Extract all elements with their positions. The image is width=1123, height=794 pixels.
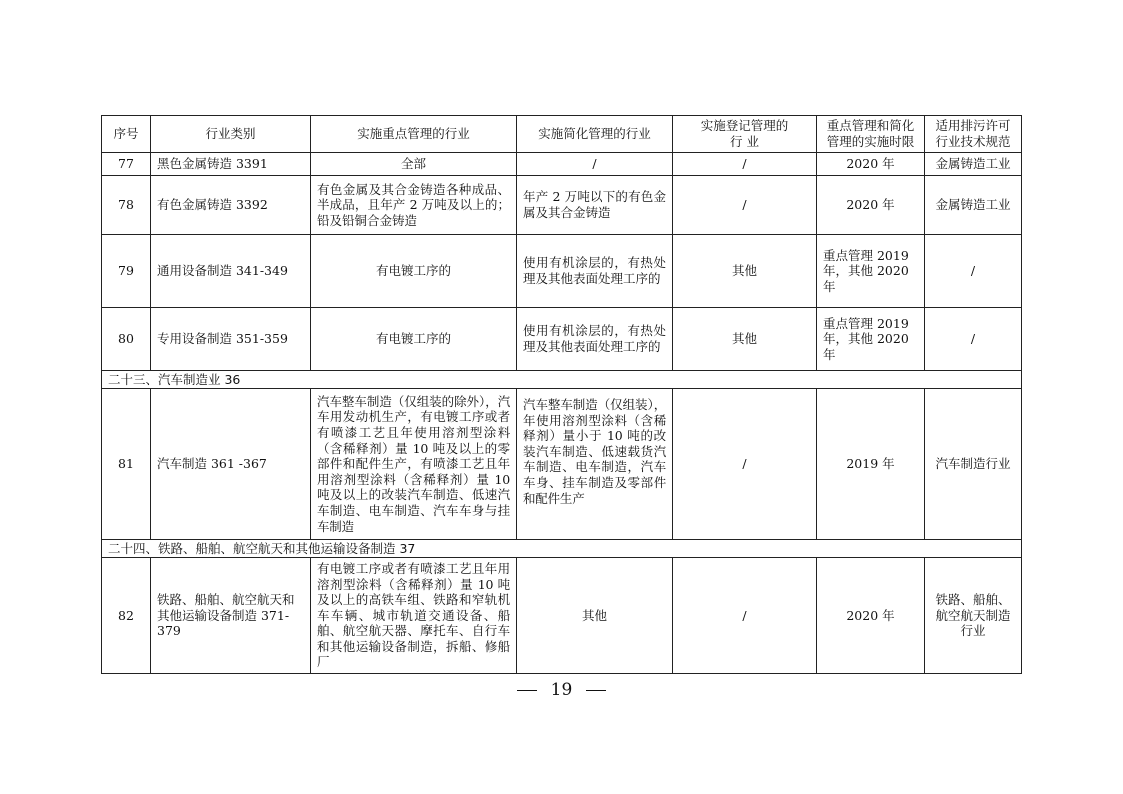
- row-technical-spec: 铁路、船舶、 航空航天制造 行业: [925, 558, 1022, 674]
- row-technical-spec: 汽车制造行业: [925, 389, 1022, 540]
- footer-dash-left: [517, 690, 537, 691]
- row-simplified-management: 使用有机涂层的，有热处理及其他表面处理工序的: [517, 235, 673, 308]
- row-timeline: 2020 年: [817, 153, 925, 176]
- table-row: [102, 176, 1022, 235]
- row-category: 专用设备制造 351-359: [151, 308, 311, 371]
- header-registration-management: 实施登记管理的 行 业: [673, 116, 817, 153]
- row-no: 77: [102, 153, 151, 176]
- header-timeline: 重点管理和简化 管理的实施时限: [817, 116, 925, 153]
- row-registration-management: 其他: [673, 308, 817, 371]
- row-registration-management: 其他: [673, 235, 817, 308]
- row-simplified-management: 其他: [517, 558, 673, 674]
- row-technical-spec: 金属铸造工业: [925, 153, 1022, 176]
- section-heading-transport-equipment: 二十四、铁路、船舶、航空航天和其他运输设备制造 37: [102, 540, 1022, 558]
- row-no: 78: [102, 176, 151, 235]
- row-technical-spec: 金属铸造工业: [925, 176, 1022, 235]
- row-key-management: 有电镀工序的: [311, 235, 517, 308]
- row-key-management: 有色金属及其合金铸造各种成品、半成品，且年产 2 万吨及以上的；铅及铅铜合金铸造: [311, 176, 517, 235]
- row-category: 铁路、船舶、航空航天和其他运输设备制造 371-379: [151, 558, 311, 674]
- row-registration-management: /: [673, 389, 817, 540]
- row-no: 82: [102, 558, 151, 674]
- table-row: [102, 235, 1022, 308]
- header-key-management: 实施重点管理的行业: [311, 116, 517, 153]
- industry-permit-table: [101, 115, 1022, 674]
- row-technical-spec: /: [925, 308, 1022, 371]
- row-key-management: 有电镀工序的: [311, 308, 517, 371]
- row-timeline: 重点管理 2019 年，其他 2020 年: [817, 308, 925, 371]
- section-heading-automobile: 二十三、汽车制造业 36: [102, 371, 1022, 389]
- page-footer: [0, 680, 1123, 700]
- row-key-management: 全部: [311, 153, 517, 176]
- row-simplified-management: 年产 2 万吨以下的有色金属及其合金铸造: [517, 176, 673, 235]
- row-simplified-management: 使用有机涂层的，有热处理及其他表面处理工序的: [517, 308, 673, 371]
- row-category: 汽车制造 361 -367: [151, 389, 311, 540]
- table-row: [102, 153, 1022, 176]
- row-key-management: 汽车整车制造（仅组装的除外），汽车用发动机生产，有电镀工序或者有喷漆工艺且年使用溶剂型涂料（含稀释剂）量 10 吨及以上的零部件和配件生产，有喷漆工艺且年用溶剂型涂料（含稀释剂）量 10 吨及以上的改装汽车制造、低速汽车制造、电车制造、汽车车身与挂车制造: [311, 389, 517, 540]
- row-category: 通用设备制造 341-349: [151, 235, 311, 308]
- row-registration-management: /: [673, 176, 817, 235]
- section-row: [102, 371, 1022, 389]
- header-no: 序号: [102, 116, 151, 153]
- row-simplified-management: 汽车整车制造（仅组装），年使用溶剂型涂料（含稀释剂）量小于 10 吨的改装汽车制造、低速载货汽车制造、电车制造，汽车车身、挂车制造及零部件和配件生产: [517, 389, 673, 540]
- row-category: 有色金属铸造 3392: [151, 176, 311, 235]
- row-registration-management: /: [673, 558, 817, 674]
- row-timeline: 2019 年: [817, 389, 925, 540]
- footer-dash-right: [586, 690, 606, 691]
- row-no: 80: [102, 308, 151, 371]
- header-technical-spec: 适用排污许可 行业技术规范: [925, 116, 1022, 153]
- table-row: [102, 558, 1022, 674]
- row-simplified-management: /: [517, 153, 673, 176]
- row-registration-management: /: [673, 153, 817, 176]
- table-row: [102, 308, 1022, 371]
- row-technical-spec: /: [925, 235, 1022, 308]
- row-key-management: 有电镀工序或者有喷漆工艺且年用溶剂型涂料（含稀释剂）量 10 吨及以上的高铁车组、铁路和窄轨机车车辆、城市轨道交通设备、船舶、航空航天器、摩托车、自行车和其他运输设备制造，拆船、修船厂: [311, 558, 517, 674]
- page-number: 19: [550, 680, 573, 700]
- row-category: 黑色金属铸造 3391: [151, 153, 311, 176]
- row-timeline: 2020 年: [817, 176, 925, 235]
- row-timeline: 2020 年: [817, 558, 925, 674]
- row-timeline: 重点管理 2019 年，其他 2020 年: [817, 235, 925, 308]
- section-row: [102, 540, 1022, 558]
- table-row: [102, 389, 1022, 540]
- row-no: 79: [102, 235, 151, 308]
- table-header-row: [102, 116, 1022, 153]
- header-category: 行业类别: [151, 116, 311, 153]
- header-simplified-management: 实施简化管理的行业: [517, 116, 673, 153]
- row-no: 81: [102, 389, 151, 540]
